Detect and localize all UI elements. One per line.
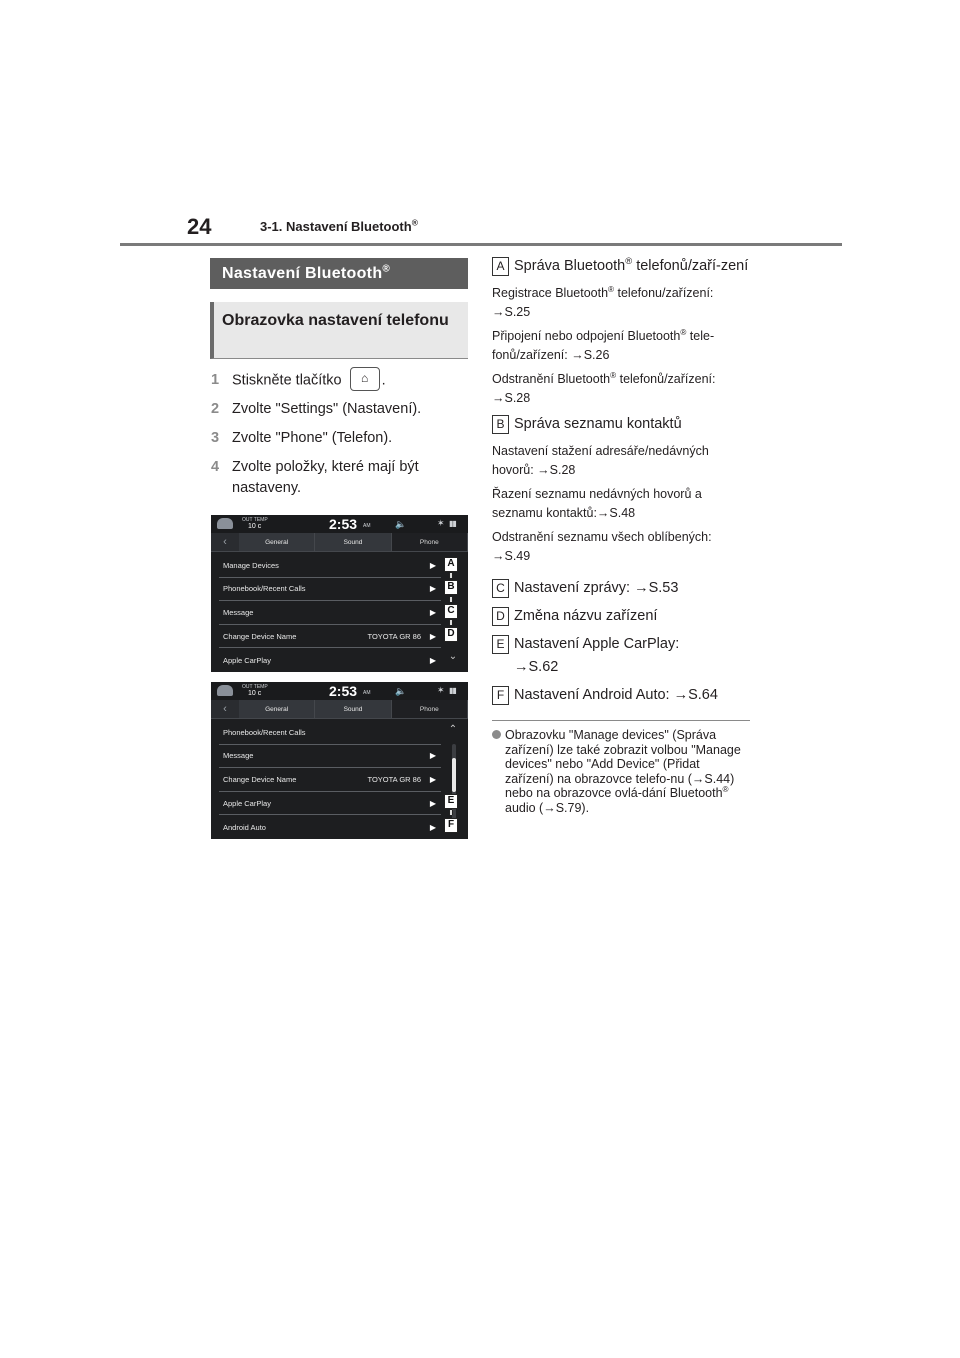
out-temp-label: OUT TEMP	[242, 517, 268, 523]
out-temp-label: OUT TEMP	[242, 684, 268, 690]
scroll-up-icon[interactable]: ⌃	[448, 724, 458, 735]
callout-b: B	[444, 580, 458, 595]
list-item[interactable]: Phonebook/Recent Calls ▶	[219, 578, 441, 602]
settings-list	[219, 721, 441, 839]
label-c: C	[492, 579, 509, 598]
tab-prev-icon[interactable]: ‹	[223, 536, 227, 548]
callout-connector	[449, 573, 453, 578]
item-d-heading: D Změna názvu zařízení	[492, 606, 750, 627]
label-f: F	[492, 686, 509, 705]
callout-e: E	[444, 794, 458, 809]
clock-ampm: AM	[363, 690, 371, 696]
callout-connector	[449, 620, 453, 625]
list-item[interactable]: Apple CarPlay ▶	[219, 792, 441, 816]
clock-ampm: AM	[363, 523, 371, 529]
play-arrow-icon: ▶	[429, 607, 436, 617]
step-list	[210, 370, 468, 499]
section-title: Nastavení Bluetooth®	[210, 258, 468, 289]
tab-general[interactable]: General	[239, 700, 315, 718]
note: Obrazovku "Manage devices" (Správa zařízení) lze také zobrazit volbou "Manage devices" nebo "Add Device" (Přidat zařízení) na obrazovce telefo-nu (→S.44) nebo na obrazovce ovlá-dání Bluetooth® audio (→S.79).	[492, 728, 750, 815]
settings-tabs	[211, 700, 468, 719]
scroll-down-icon[interactable]: ⌄	[448, 651, 458, 662]
play-arrow-icon: ▶	[429, 584, 436, 594]
signal-icon: ▮▮	[449, 519, 456, 528]
list-item[interactable]: Change Device Name TOYOTA GR 86 ▶	[219, 625, 441, 649]
speaker-mute-icon: 🔈	[395, 519, 407, 529]
left-column	[210, 258, 468, 507]
callout-c: C	[444, 604, 458, 619]
label-e: E	[492, 635, 509, 654]
subsection-title: Obrazovka nastavení telefonu	[210, 302, 468, 359]
scrollbar-thumb[interactable]	[452, 758, 456, 792]
page-number: 24	[187, 214, 212, 239]
phone-settings-screen-1	[211, 515, 468, 672]
running-header: 3-1. Nastavení Bluetooth®	[260, 217, 418, 234]
out-temp-value: 10 c	[248, 523, 262, 530]
item-c-heading: C Nastavení zprávy: →S.53	[492, 578, 750, 599]
tab-sound[interactable]: Sound	[315, 533, 391, 551]
tab-prev-icon[interactable]: ‹	[223, 703, 227, 715]
callout-connector	[449, 810, 453, 815]
label-d: D	[492, 607, 509, 626]
callout-a: A	[444, 557, 458, 572]
car-icon	[217, 685, 233, 696]
list-item[interactable]: Apple CarPlay ▶	[223, 655, 436, 665]
item-b-sub-3: Odstranění seznamu všech oblíbených: →S.49	[492, 530, 712, 563]
item-b-sub-2: Řazení seznamu nedávných hovorů a seznamu kontaktů:→S.48	[492, 487, 702, 520]
settings-tabs	[211, 533, 468, 552]
play-arrow-icon: ▶	[429, 560, 436, 570]
bluetooth-icon: ✶	[437, 518, 445, 528]
signal-icon: ▮▮	[449, 686, 456, 695]
settings-list	[219, 554, 441, 672]
step-3: 3 Zvolte "Phone" (Telefon).	[211, 430, 393, 447]
header-rule	[120, 243, 842, 246]
right-column	[492, 256, 750, 815]
tab-phone[interactable]: Phone	[392, 533, 468, 551]
car-icon	[217, 518, 233, 529]
item-a-sub-2: Připojení nebo odpojení Bluetooth® tele-fonů/zařízení: →S.26	[492, 327, 715, 362]
play-arrow-icon: ▶	[429, 774, 436, 784]
label-b: B	[492, 415, 509, 434]
play-arrow-icon: ▶	[429, 822, 436, 832]
tab-general[interactable]: General	[239, 533, 315, 551]
clock: 2:53	[329, 683, 358, 699]
item-b-sub-1: Nastavení stažení adresáře/nedávných hovorů: →S.28	[492, 444, 709, 477]
item-a-sub-3: Odstranění Bluetooth® telefonů/zařízení: →S.28	[492, 370, 716, 405]
list-item[interactable]: Change Device Name TOYOTA GR 86 ▶	[219, 768, 441, 792]
tab-phone[interactable]: Phone	[392, 700, 468, 718]
item-e-ref: →S.62	[514, 659, 559, 675]
callout-f: F	[444, 818, 458, 833]
play-arrow-icon: ▶	[429, 655, 436, 665]
list-item[interactable]: Manage Devices ▶	[219, 554, 441, 578]
callout-d: D	[444, 627, 458, 642]
item-b-heading: B Správa seznamu kontaktů	[492, 414, 750, 435]
list-item[interactable]: Android Auto ▶	[223, 822, 436, 832]
play-arrow-icon: ▶	[429, 798, 436, 808]
list-item[interactable]: Message ▶	[219, 745, 441, 769]
play-arrow-icon: ▶	[429, 751, 436, 761]
callout-connector	[449, 597, 453, 602]
phone-settings-screen-2	[211, 682, 468, 839]
item-e-heading: E Nastavení Apple CarPlay:	[492, 634, 750, 655]
list-item[interactable]: Phonebook/Recent Calls	[219, 721, 441, 745]
label-a: A	[492, 257, 509, 276]
bluetooth-icon: ✶	[437, 685, 445, 695]
speaker-mute-icon: 🔈	[395, 686, 407, 696]
note-divider	[492, 720, 750, 721]
tab-sound[interactable]: Sound	[315, 700, 391, 718]
home-button-icon: ⌂	[350, 367, 380, 391]
bullet-icon	[492, 730, 505, 740]
item-f-heading: F Nastavení Android Auto: →S.64	[492, 685, 750, 706]
play-arrow-icon: ▶	[429, 631, 436, 641]
clock: 2:53	[329, 516, 358, 532]
list-item[interactable]: Message ▶	[219, 601, 441, 625]
item-a-heading: A Správa Bluetooth® telefonů/zaří-zení	[492, 256, 750, 277]
out-temp-value: 10 c	[248, 690, 262, 697]
step-1: 1 Stiskněte tlačítko ⌂ .	[210, 370, 468, 391]
item-a-sub-1: Registrace Bluetooth® telefonu/zařízení: →S.25	[492, 284, 714, 319]
step-2: 2 Zvolte "Settings" (Nastavení).	[211, 401, 422, 418]
step-4: 4 Zvolte položky, které mají být nastaveny.	[211, 459, 419, 497]
